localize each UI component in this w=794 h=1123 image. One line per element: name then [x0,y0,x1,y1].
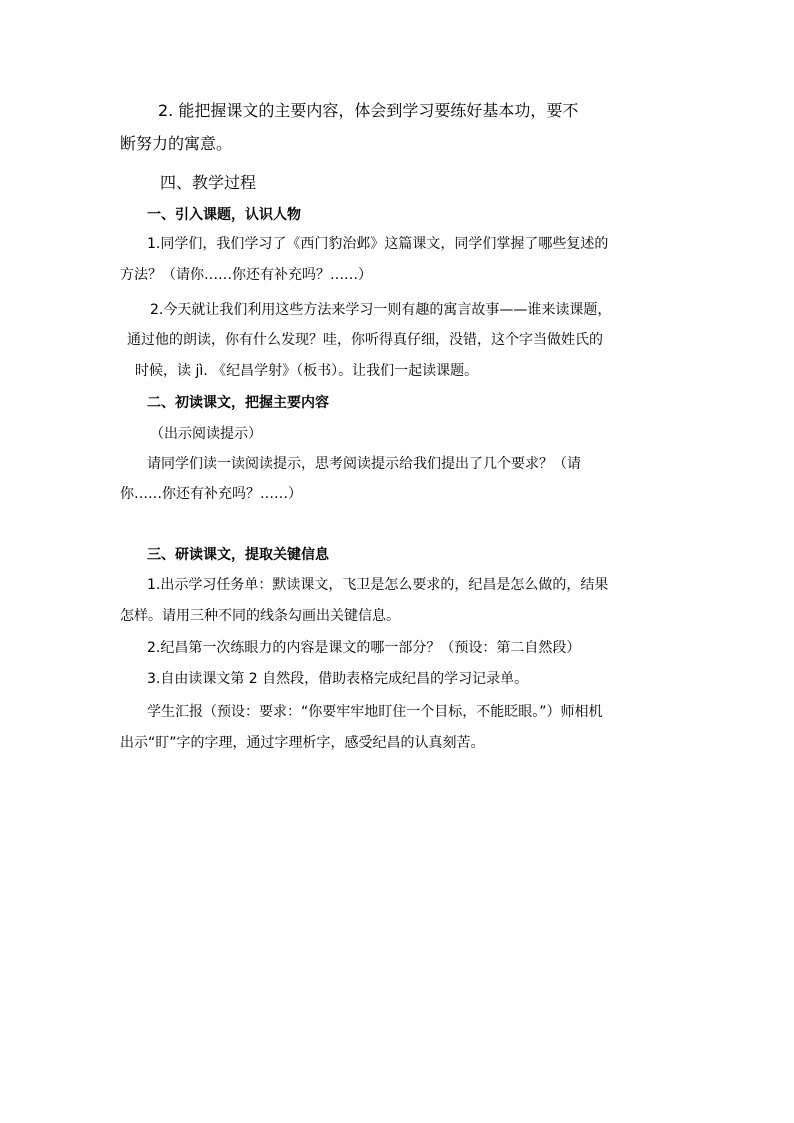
part-1-item-2-line-3: 时候，读 jì. 《纪昌学射》（板书）。让我们一起读课题。 [135,363,479,379]
part-3-item-1-line-2: 怎样。请用三种不同的线条勾画出关键信息。 [120,608,400,624]
objective-2-line-1: 2. 能把握课文的主要内容，体会到学习要练好基本功，要不 [158,101,579,120]
part-1-item-2-line-2: 通过他的朗读，你有什么发现？哇，你听得真仔细，没错，这个字当做姓氏的 [127,332,603,348]
part-3-item-1-line-1: 1.出示学习任务单：默读课文，飞卫是怎么要求的，纪昌是怎么做的，结果 [147,577,609,593]
part-1-item-2-line-1: 2.今天就让我们利用这些方法来学习一则有趣的寓言故事——谁来读课题， [150,302,612,318]
part-3-item-2: 2.纪昌第一次练眼力的内容是课文的哪一部分？（预设：第二自然段） [147,640,581,656]
part-2-body-line-2: 你……你还有补充吗？……） [120,486,302,502]
part-2-heading: 二、初读课文，把握主要内容 [147,395,329,411]
part-3-report-line-1: 学生汇报（预设：要求：“你要牢牢地盯住一个目标，不能眨眼。”）师相机 [147,704,603,720]
part-3-heading: 三、研读课文，提取关键信息 [147,547,329,563]
section-heading-teaching-process: 四、教学过程 [160,173,257,192]
part-2-reading-tip: （出示阅读提示） [150,426,262,442]
part-3-item-3: 3.自由读课文第 2 自然段，借助表格完成纪昌的学习记录单。 [147,671,529,687]
part-2-body-line-1: 请同学们读一读阅读提示，思考阅读提示给我们提出了几个要求？（请 [147,456,581,472]
part-3-report-line-2: 出示“盯”字的字理，通过字理析字，感受纪昌的认真刻苦。 [120,735,485,751]
part-1-item-1-line-2: 方法？（请你……你还有补充吗？……） [120,267,372,283]
part-1-item-1-line-1: 1.同学们，我们学习了《西门豹治邺》这篇课文，同学们掌握了哪些复述的 [147,236,609,252]
objective-2-line-2: 断努力的寓意。 [120,134,233,153]
part-1-heading: 一、引入课题，认识人物 [147,207,301,223]
